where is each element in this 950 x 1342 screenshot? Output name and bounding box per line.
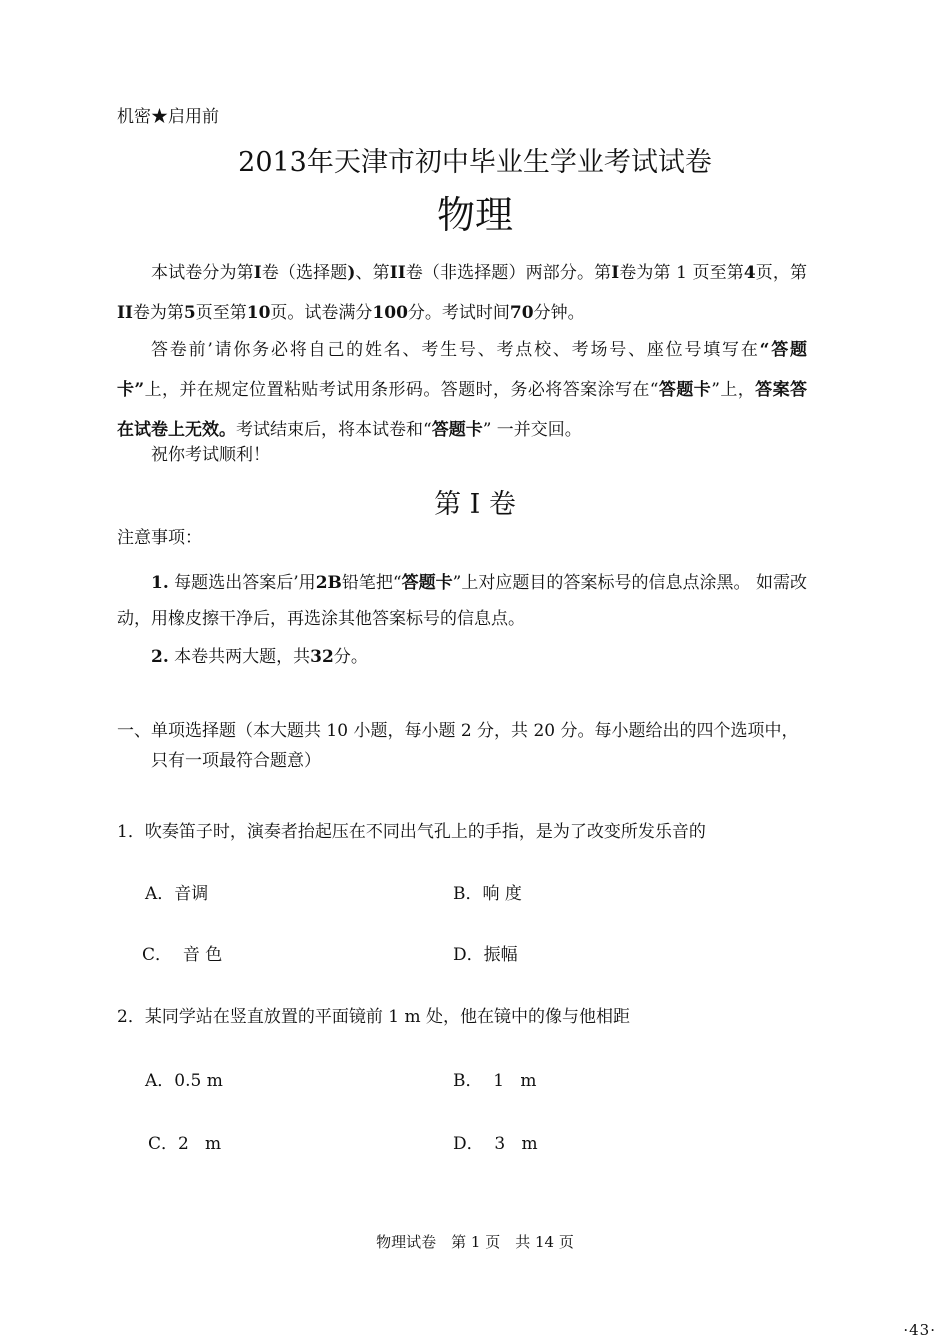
intro-paragraph-2: 答卷前’请你务必将自己的姓名、考生号、考点校、考场号、座位号填写在“答题 卡”上，并在规定位置粘贴考试用条形码。答题时，务必将答案涂写在“答题卡”上，答案答在试卷上无效。考试结束后，将本试卷和“答题卡” 一并交回。 (117, 340, 808, 440)
notes-title: 注意事项： (117, 528, 202, 548)
good-luck-text: 祝你考试顺利！ (151, 445, 270, 465)
intro-paragraph-1: 本试卷分为第I卷（选择题)、第II卷（非选择题）两部分。第I卷为第 1 页至第4页，第II卷为第5页至第10页。试卷满分100分。考试时间70分钟。 (117, 263, 808, 323)
question-1-option-c: C． 音 色 (142, 945, 223, 965)
note-item-2: 2. 本卷共两大题，共32分。 (151, 647, 368, 667)
question-1-option-a: A．音调 (145, 884, 209, 904)
exam-title: 2013年天津市初中毕业生学业考试试卷 (238, 147, 712, 178)
section-title: 第 I 卷 (434, 489, 516, 520)
question-2-option-d: D． 3 m (453, 1134, 538, 1154)
question-1-option-d: D．振幅 (453, 945, 518, 965)
question-1-option-b: B．响 度 (453, 884, 522, 904)
question-2-option-c: C．2 m (148, 1134, 222, 1154)
note-item-1: 1. 每题选出答案后’用2B铅笔把“答题卡”上对应题目的答案标号的信息点涂黑。 如需改动，用橡皮擦干净后，再选涂其他答案标号的信息点。 (117, 573, 807, 629)
page-footer: 物理试卷 第 1 页 共 14 页 (376, 1233, 574, 1251)
subject-title: 物理 (436, 193, 513, 237)
question-2-stem: 2．某同学站在竖直放置的平面镜前 1 m 处，他在镜中的像与他相距 (117, 1007, 630, 1027)
question-2-option-a: A．0.5 m (145, 1071, 223, 1091)
page-number-stamp: ·43· (903, 1321, 936, 1339)
part1-heading: 一、单项选择题（本大题共 10 小题，每小题 2 分，共 20 分。每小题给出的四个选项中， 只有一项最符合题意） (117, 721, 799, 771)
confidential-label: 机密★启用前 (117, 107, 219, 127)
question-1-stem: 1．吹奏笛子时，演奏者抬起压在不同出气孔上的手指，是为了改变所发乐音的 (117, 822, 706, 842)
question-2-option-b: B． 1 m (453, 1071, 537, 1091)
